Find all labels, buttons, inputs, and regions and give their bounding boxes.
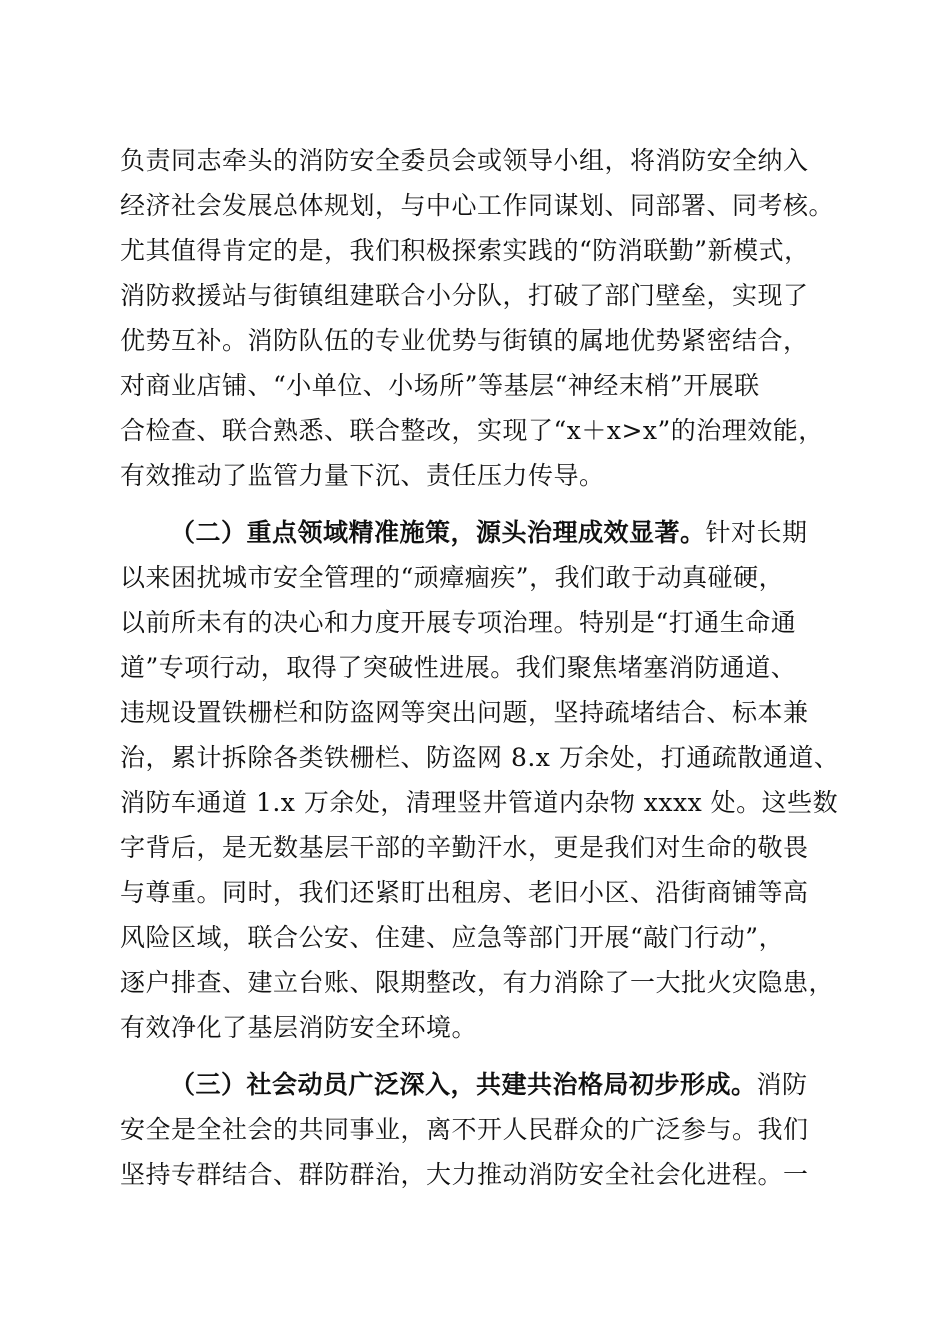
text-line: 风险区域，联合公安、住建、应急等部门开展“敲门行动”， — [120, 923, 785, 952]
text-line: 有效推动了监管力量下沉、责任压力传导。 — [120, 461, 605, 490]
paragraph-gap — [120, 498, 835, 510]
text-line: 有效净化了基层消防安全环境。 — [120, 1013, 478, 1042]
text-line: 对商业店铺、“小单位、小场所”等基层“神经末梢”开展联 — [120, 371, 760, 400]
text-line: 道”专项行动，取得了突破性进展。我们聚焦堵塞消防通道、 — [120, 653, 797, 682]
text-line: 以前所未有的决心和力度开展专项治理。特别是“打通生命通 — [120, 608, 797, 637]
paragraph-gap — [120, 1050, 835, 1062]
heading-continuation: 针对长期 — [705, 518, 808, 547]
text-line: 逐户排查、建立台账、限期整改，有力消除了一大批火灾隐患， — [120, 968, 835, 997]
text-line: 坚持专群结合、群防群治，大力推动消防安全社会化进程。一 — [120, 1160, 809, 1189]
heading-continuation: 消防 — [756, 1070, 808, 1099]
text-line: 消防救援站与街镇组建联合小分队，打破了部门壁垒，实现了 — [120, 281, 809, 310]
text-line: 安全是全社会的共同事业，离不开人民群众的广泛参与。我们 — [120, 1115, 809, 1144]
text-line: 与尊重。同时，我们还紧盯出租房、老旧小区、沿街商铺等高 — [120, 878, 809, 907]
text-line: 合检查、联合熟悉、联合整改，实现了“x＋x>x”的治理效能， — [120, 416, 824, 445]
text-line: 违规设置铁栅栏和防盗网等突出问题，坚持疏堵结合、标本兼 — [120, 698, 809, 727]
text-line: 尤其值得肯定的是，我们积极探索实践的“防消联勤”新模式， — [120, 236, 810, 265]
text-line: 优势互补。消防队伍的专业优势与街镇的属地优势紧密结合， — [120, 326, 809, 355]
section-heading: （三）社会动员广泛深入，共建共治格局初步形成。 — [170, 1070, 757, 1099]
paragraph-2 — [120, 510, 840, 1050]
text-line: 以来困扰城市安全管理的“顽瘴痼疾”，我们敢于动真碰硬， — [120, 563, 785, 592]
paragraph-first-line — [120, 510, 835, 555]
text-line: 治，累计拆除各类铁栅栏、防盗网 8.x 万余处，打通疏散通道、 — [120, 743, 840, 772]
section-heading: （二）重点领域精准施策，源头治理成效显著。 — [170, 518, 706, 547]
paragraph-first-line — [120, 1062, 835, 1107]
text-line: 负责同志牵头的消防安全委员会或领导小组，将消防安全纳入 — [120, 146, 809, 175]
text-line: 字背后，是无数基层干部的辛勤汗水，更是我们对生命的敬畏 — [120, 833, 809, 862]
body-text — [120, 138, 840, 1197]
text-line: 经济社会发展总体规划，与中心工作同谋划、同部署、同考核。 — [120, 191, 835, 220]
text-line: 消防车通道 1.x 万余处，清理竖井管道内杂物 xxxx 处。这些数 — [120, 788, 839, 817]
paragraph-3 — [120, 1062, 835, 1197]
paragraph-1 — [120, 138, 835, 498]
